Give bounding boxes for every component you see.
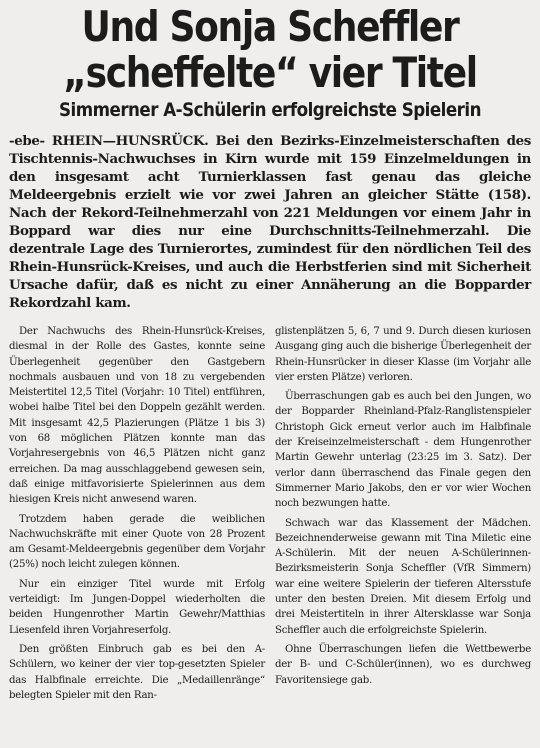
right-paragraph-2: Überraschungen gab es auch bei den Jungen, wo der Bopparder Rheinland-Pfalz-Ranglistenspieler Christoph Gick erneut verlor auch im Halbfinale der Kreiseinzelmeisterschaft - dem Hungenrother Martin Gewehr unterlag (23:25 im 3. Satz). Der verlor dann überraschend das Finale gegen den Simmerner Mario Jakobs, den er vor wier Wochen noch bezwungen hatte. (275, 391, 531, 510)
left-paragraph-2: Trotzdem haben gerade die weiblichen Nachwuchskräfte mit einer Quote von 28 Prozent am Gesamt-Meldeergebnis gegenüber dem Vorjahr (25%) noch leicht zulegen können. (9, 513, 265, 571)
lead-paragraph: -ebe- RHEIN—HUNSRÜCK. Bei den Bezirks-Einzelmeisterschaften des Tischtennis-Nachwuchses in Kirn wurde mit 159 Einzelmeldungen in den insgesamt acht Turnierklassen fast genau das gleiche Meldeergebnis erzielt wie vor zwei Jahren an gleicher Stätte (158). Nach der Rekord-Teilnehmerzahl von 221 Meldungen vor einem Jahr in Boppard war dies nur eine Durchschnitts-Teilnehmerzahl. Die dezentrale Lage des Turnierortes, zumindest für den nördlichen Teil des Rhein-Hunsrück-Kreises, und auch die Herbstferien sind mit Sicherheit Ursache dafür, daß es nicht zu einer Annäherung an die Bopparder Rekordzahl kam. (9, 133, 531, 311)
right-paragraph-3: Schwach war das Klassement der Mädchen. Bezeichnenderweise gewann mit Tina Miletic eine A-Schülerin. Mit der neuen A-Schülerinnen-Bezirksmeisterin Sonja Scheffler (VfR Simmern) war eine weitere Spielerin der tieferen Altersstufe unter den besten Dreien. Mit diesem Erfolg und drei Meistertiteln in ihrer Altersklasse war Sonja Scheffler auch die erfolgreichste Spielerin. (275, 517, 531, 636)
left-paragraph-1: Der Nachwuchs des Rhein-Hunsrück-Kreises, diesmal in der Rolle des Gastes, konnte seine Überlegenheit gegenüber den Gastgebern nochmals ausbauen und von 18 zu vergebenden Meistertitel 12,5 Titel (Vorjahr: 10 Titel) entführen, wobei halbe Titel bei den Doppeln gezählt werden. Mit insgesamt 42,5 Plazierungen (Plätze 1 bis 3) von 68 möglichen Plätzen konnte man das Vorjahresergebnis von 46,5 Plätzen nicht ganz erreichen. Da mag ausschlaggebend gewesen sein, daß einige mitfavorisierte Spielerinnen aus dem hiesigen Kreis nicht anwesend waren. (9, 326, 265, 506)
left-paragraph-4: Den größten Einbruch gab es bei den A-Schülern, wo keiner der vier top-gesetzten Spieler das Halbfinale erreichte. Die „Medaillenränge“ belegten Spieler mit den Ran- (9, 643, 265, 701)
body-columns (9, 324, 531, 707)
right-paragraph-4: Ohne Überraschungen liefen die Wettbewerbe der B- und C-Schüler(innen), wo es durchweg Favoritensiege gab. (275, 643, 531, 686)
left-paragraph-3: Nur ein einziger Titel wurde mit Erfolg verteidigt: Im Jungen-Doppel wiederholten die beiden Hungenrother Martin Gewehr/Matthias Liesenfeld ihren Vorjahreserfolg. (9, 578, 265, 636)
left-column (9, 324, 265, 707)
headline-line-1: Und Sonja Scheffler (81, 2, 459, 51)
subheadline: Simmerner A-Schülerin erfolgreichste Spielerin (59, 99, 481, 121)
right-paragraph-1: glistenplätzen 5, 6, 7 und 9. Durch diesen kuriosen Ausgang ging auch die bisherige Überlegenheit der Rhein-Hunsrücker in dieser Klasse (im Vorjahr alle vier ersten Plätze) verloren. (275, 326, 531, 383)
right-column (275, 324, 531, 707)
headline-line-2: „scheffelte“ vier Titel (63, 48, 477, 97)
